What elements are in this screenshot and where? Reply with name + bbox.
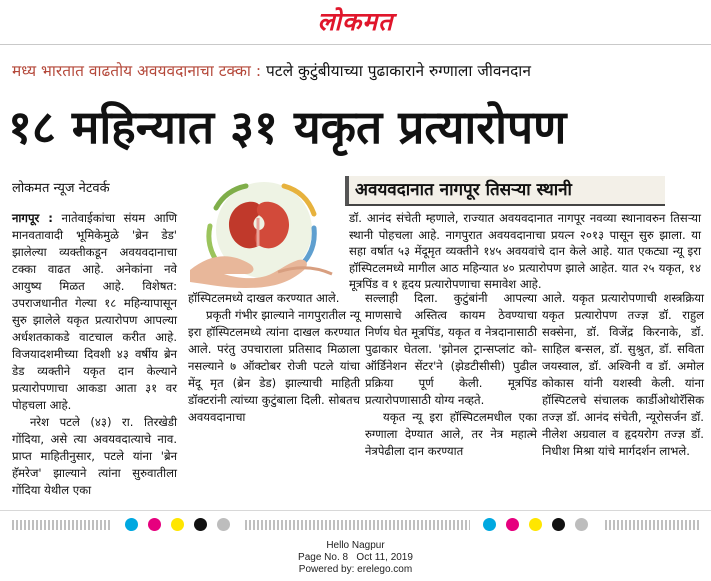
color-registration-swatches xyxy=(125,518,230,532)
organ-donation-illustration xyxy=(186,178,336,288)
kicker-black: पटले कुटुंबीयाच्या पुढाकाराने रुग्णाला जीवनदान xyxy=(265,62,531,80)
cyan-swatch-icon xyxy=(125,518,138,531)
byline: लोकमत न्यूज नेटवर्क xyxy=(12,181,110,196)
yellow-swatch-icon xyxy=(529,518,542,531)
paragraph: नरेश पटले (४३) रा. तिरखेडी गोंदिया, असे त्या अवयवदात्याचे नाव. प्राप्त माहितीनुसार, पटले यांना 'ब्रेन हॅमरेज' झाल्याने त्यांना सुरुवातीला गोंदिया येथील एका xyxy=(12,415,177,497)
kicker xyxy=(12,60,702,82)
footer-publication: Hello Nagpur xyxy=(326,540,385,551)
footer-page-date: Page No. 8 Oct 11, 2019 xyxy=(298,552,413,563)
paragraph: प्रकृती गंभीर झाल्याने नागपुरातील न्यू इरा हॉस्पिटलमध्ये त्यांना दाखल करण्यात आले. परंतु उपचाराला प्रतिसाद मिळाला नसल्याने ७ ऑक्टोबर रोजी पटले यांचा मेंदू मृत (ब्रेन डेड) झाल्याची माहिती डॉक्टरांनी त्यांच्या कुटुंबाला दिली. सोबतच अवयवदानाचा xyxy=(188,308,360,424)
paragraph: हॉस्पिटलमध्ये दाखल करण्यात आले. xyxy=(188,291,340,305)
paragraph: सल्लाही दिला. कुटुंबांनी आपल्या माणसाचे अस्तित्व कायम ठेवण्याचा निर्णय घेत मूत्रपिंड, यकृत व नेत्रदानासाठी पुढाकार घेतला. 'झोनल ट्रान्सप्लांट को-ऑर्डिनेशन सेंटर'ने (झेडटीसीसी) पुढील प्रक्रिया पूर्ण केली. मूत्रपिंड प्रत्यारोपणासाठी योग्य नव्हते. xyxy=(365,291,537,407)
sidebar-text: डॉ. आनंद संचेती म्हणाले, राज्यात अवयवदानात नागपूर नवव्या स्थानावरुन तिसऱ्या स्थानी पोहचला आहे. नागपुरात अवयवदानाचा प्रयत्न २०१३ पासून सुरु झाला. या सहा वर्षात ५३ मेंदूमृत व्यक्तीने १४५ अवयवांचे दान केले आहे. यात एकट्या न्यू इरा हॉस्पिटलमध्ये मागील आठ महिन्यात ४० प्रत्यारोपण झाले आहेत. यात २५ यकृत, १४ मूत्रपिंड व १ हृदय प्रत्यारोपणाचा समावेश आहे. xyxy=(349,211,701,291)
article-column-2 xyxy=(188,290,360,426)
kicker-red: मध्य भारतात वाढतोय अवयवदानाचा टक्का : xyxy=(12,62,266,80)
footer-powered-by[interactable]: Powered by: erelego.com xyxy=(298,564,413,575)
newspaper-logo: लोकमत xyxy=(317,7,394,36)
article-column-3 xyxy=(365,290,537,460)
masthead-divider xyxy=(0,44,711,45)
dateline: नागपूर : xyxy=(12,211,53,225)
gray-swatch-icon xyxy=(575,518,588,531)
article-column-4 xyxy=(542,290,704,460)
cyan-swatch-icon xyxy=(483,518,496,531)
magenta-swatch-icon xyxy=(506,518,519,531)
yellow-swatch-icon xyxy=(171,518,184,531)
color-registration-swatches xyxy=(483,518,588,532)
paragraph: आले. यकृत प्रत्यारोपणाची शस्त्रक्रिया यकृत प्रत्यारोपण तज्ज्ञ डॉ. राहुल सक्सेना, डॉ. विजेंद्र किरनाके, डॉ. साहिल बन्सल, डॉ. सुश्रुत, डॉ. सविता जयस्वाल, डॉ. अश्विनी व डॉ. अमोल कोकास यांनी यशस्वी केली. यांना हॉस्पिटलचे संचालक कार्डीओथोरॅसिक तज्ज्ञ डॉ. आनंद संचेती, न्यूरोसर्जन डॉ. नीलेश अग्रवाल व हृदयरोग तज्ज्ञ डॉ. निधीश मिश्रा यांचे मार्गदर्शन लाभले. xyxy=(542,291,704,458)
paragraph: नागपूर : नातेवाईकांचा संयम आणि मानवतावादी भूमिकेमुळे 'ब्रेन डेड' झालेल्या व्यक्तीकडून अवयवदानाचा टक्का वाढत आहे. अनेकांना नवे आयुष्य मिळत आहे. विशेषत: उपराजधानीत गेल्या १८ महिन्यापासून सुरु झालेले यकृत प्रत्यारोपण आपल्या अर्धशतकाकडे वाटचाल करीत आहे. विजयादशमीच्या दिवशी ४३ वर्षीय ब्रेन डेड व्यक्तीने यकृत दान केल्याने प्रत्यारोपणाचा आकडा आता ३१ वर पोहचला आहे. xyxy=(12,211,178,412)
article-column-1 xyxy=(12,210,177,499)
print-registration-stripe xyxy=(605,520,700,530)
bottom-divider xyxy=(0,510,711,511)
page-footer xyxy=(0,540,711,576)
masthead xyxy=(0,6,711,38)
print-registration-stripe xyxy=(12,520,112,530)
black-swatch-icon xyxy=(194,518,207,531)
sidebar-title: अवयवदानात नागपूर तिसऱ्या स्थानी xyxy=(345,176,665,206)
magenta-swatch-icon xyxy=(148,518,161,531)
paragraph: यकृत न्यू इरा हॉस्पिटलमधील एका रुग्णाला देण्यात आले, तर नेत्र महात्मे नेत्रपेढीला दान करण्यात xyxy=(365,410,537,458)
gray-swatch-icon xyxy=(217,518,230,531)
sidebar-box xyxy=(345,176,703,291)
headline: १८ महिन्यात ३१ यकृत प्रत्यारोपण xyxy=(8,100,567,154)
black-swatch-icon xyxy=(552,518,565,531)
kidney-icon xyxy=(229,202,289,249)
print-registration-stripe xyxy=(245,520,470,530)
